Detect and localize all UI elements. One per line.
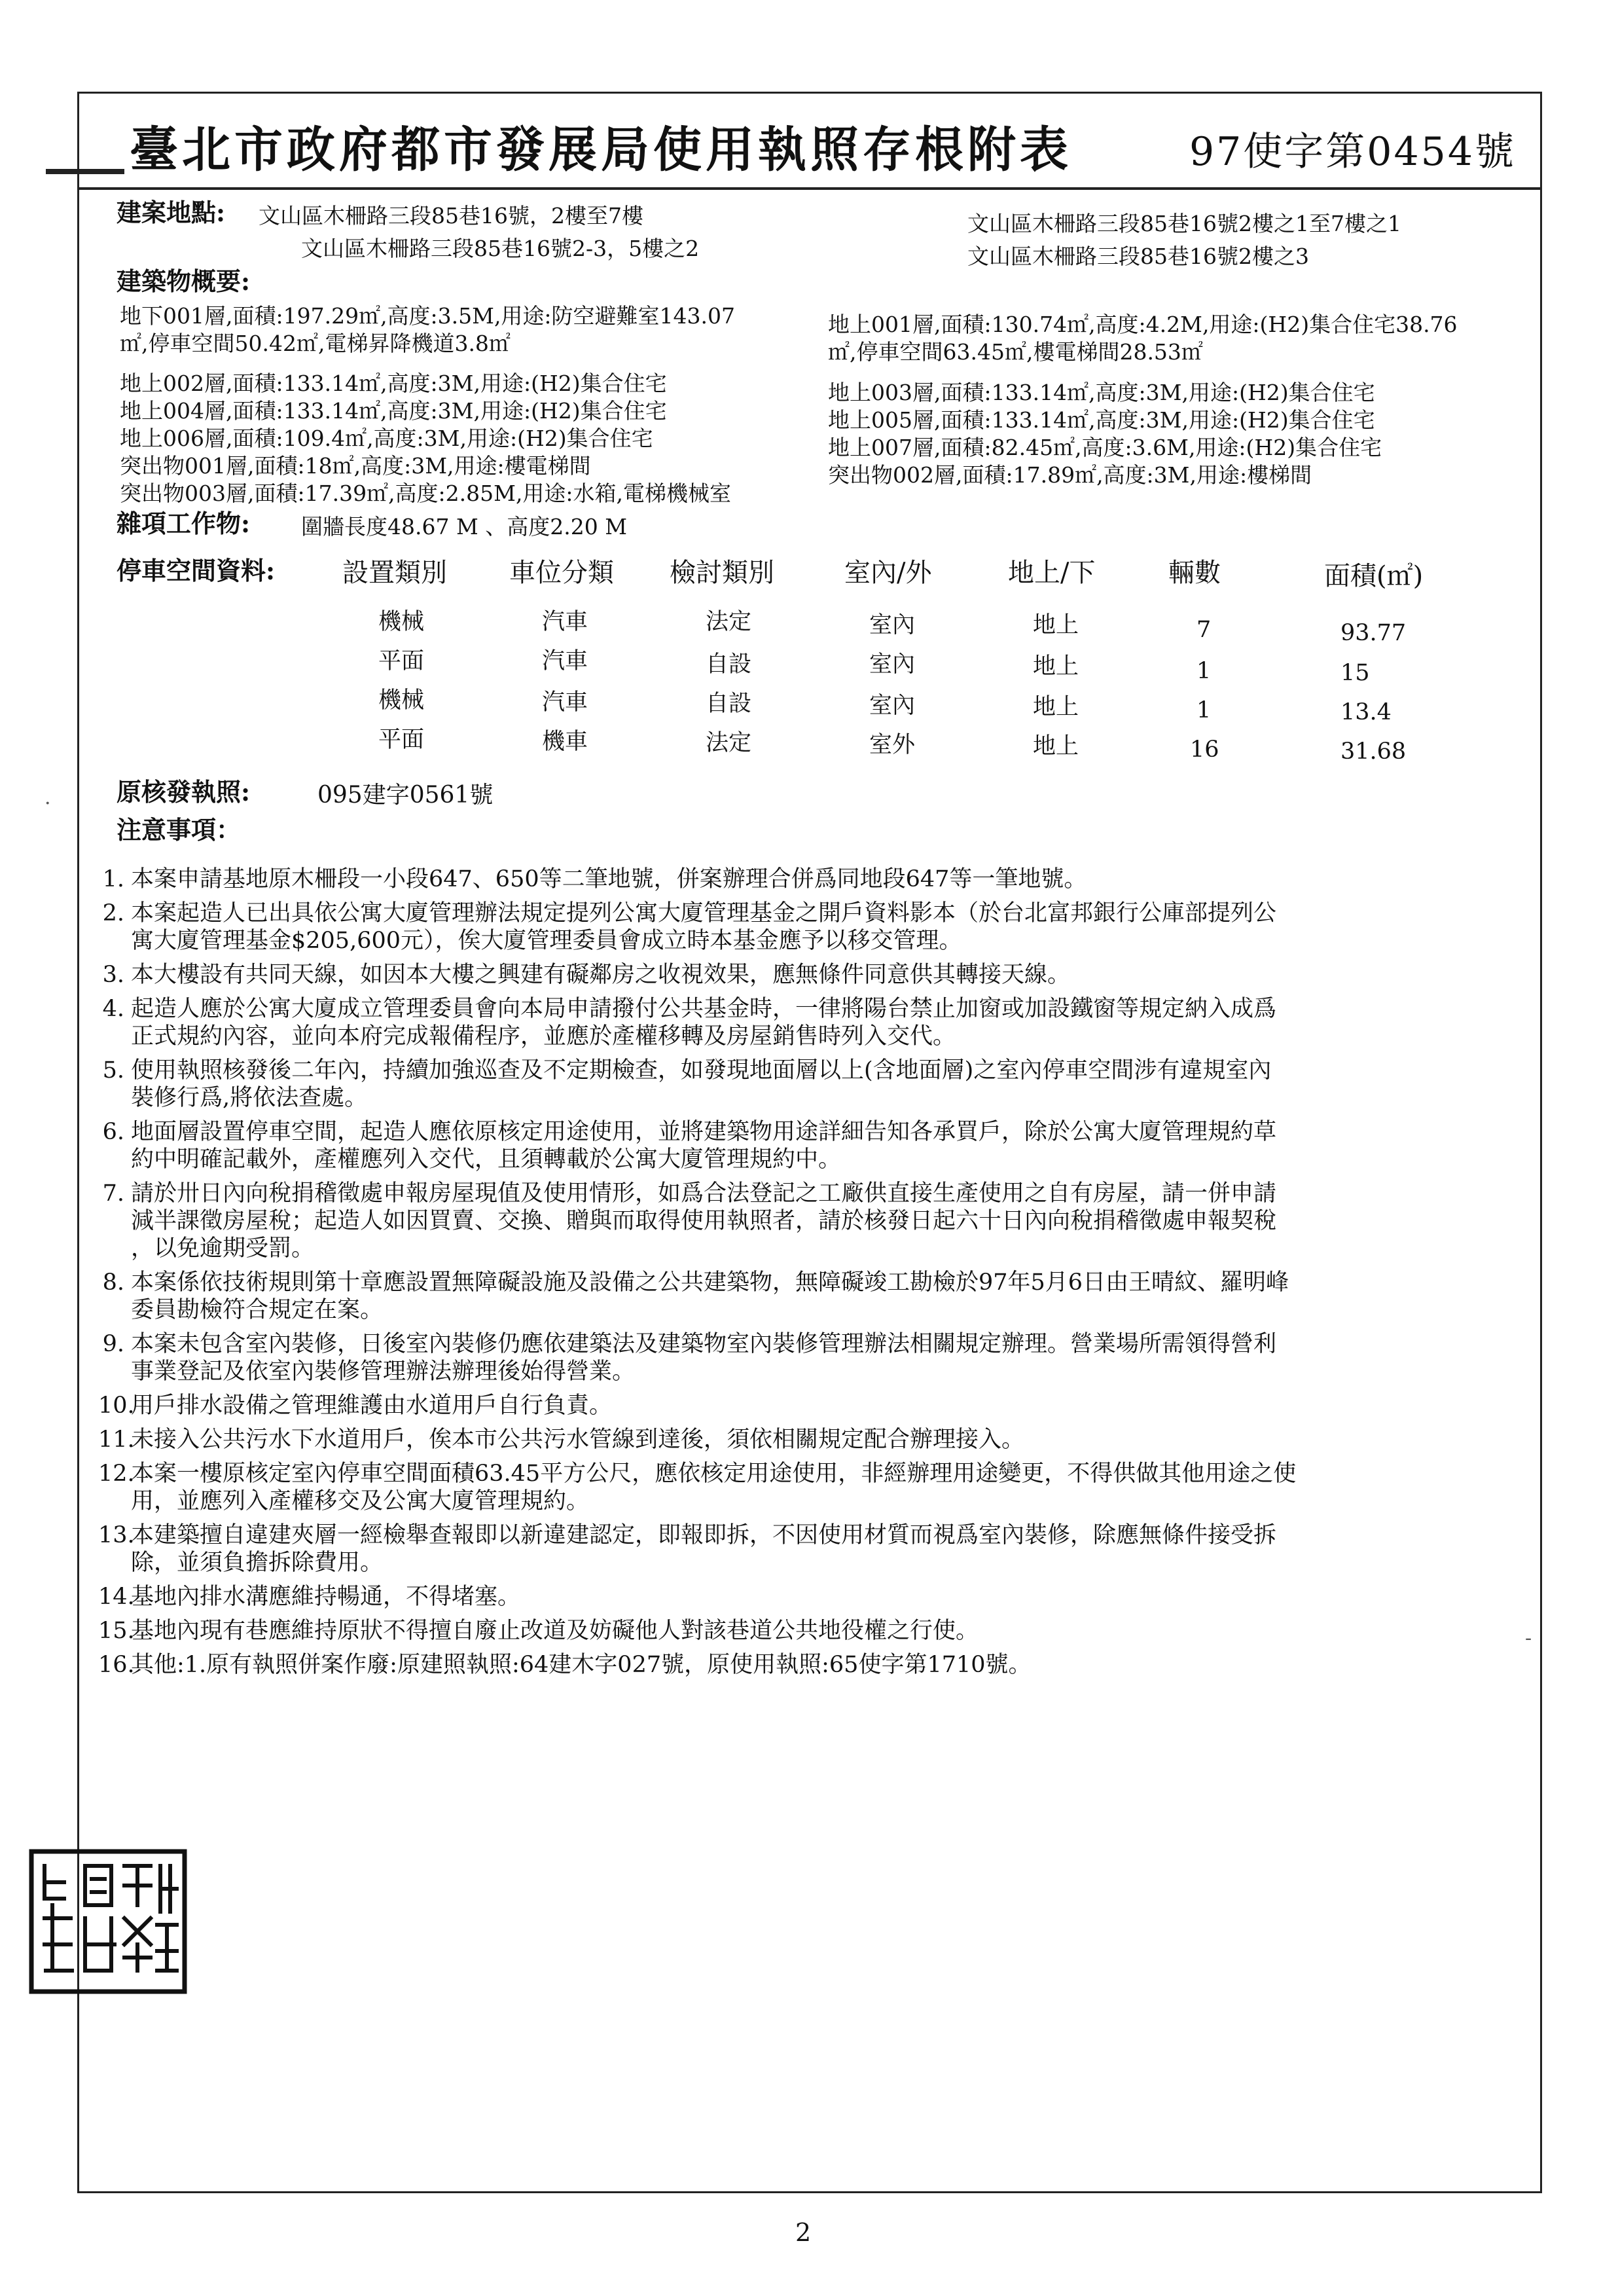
note-line: 基地內排水溝應維持暢通，不得堵塞。 — [131, 1584, 521, 1610]
note-line: 委員勘檢符合規定在案。 — [131, 1297, 384, 1323]
note-line: 本案一樓原核定室內停車空間面積63.45平方公尺，應依核定用途使用，非經辦理用途變更，不得供做其他用途之使 — [131, 1461, 1297, 1487]
note-line: 用，並應列入產權移交及公寓大廈管理規約。 — [131, 1488, 590, 1514]
parking-cell: 平面 — [378, 727, 425, 753]
parking-cell: 自設 — [706, 691, 752, 717]
note-line: 用戶排水設備之管理維護由水道用戶自行負責。 — [131, 1393, 613, 1419]
parking-header: 檢討類別 — [670, 558, 774, 588]
parking-cell: 13.4 — [1340, 699, 1392, 725]
parking-cell: 機械 — [378, 687, 425, 714]
parking-cell: 31.68 — [1340, 738, 1407, 765]
address-left-1: 文山區木柵路三段85巷16號，2樓至7樓 — [259, 203, 643, 228]
parking-cell: 地上 — [1033, 733, 1079, 759]
parking-cell: 自設 — [706, 651, 752, 678]
note-line: ，以免逾期受罰。 — [131, 1235, 315, 1262]
note-item — [98, 1651, 1538, 1679]
note-item — [98, 1392, 1538, 1419]
note-line: 裝修行爲,將依法查處。 — [131, 1085, 368, 1111]
parking-cell: 地上 — [1033, 694, 1079, 720]
title-bar — [77, 92, 1542, 190]
parking-label: 停車空間資料: — [117, 556, 276, 585]
overview-right-line: ㎡,停車空間63.45㎡,樓電梯間28.53㎡ — [828, 339, 1203, 365]
overview-left-line: 突出物001層,面積:18㎡,高度:3M,用途:樓電梯間 — [120, 453, 591, 479]
note-item — [98, 1583, 1538, 1611]
note-item — [102, 900, 1538, 955]
note-number: 7. — [102, 1180, 124, 1207]
note-number: 12. — [98, 1461, 135, 1487]
note-line: 寓大廈管理基金$205,600元），俟大廈管理委員會成立時本基金應予以移交管理。 — [131, 928, 962, 954]
note-number: 3. — [102, 962, 124, 988]
note-line: 本案申請基地原木柵段一小段647、650等二筆地號，併案辦理合併爲同地段647等一筆地號。 — [131, 866, 1087, 892]
note-line: 本案係依技術規則第十章應設置無障礙設施及設備之公共建築物，無障礙竣工勘檢於97年5月6日由王晴紋、羅明峰 — [131, 1269, 1289, 1296]
note-item — [102, 961, 1538, 989]
parking-header: 地上/下 — [1008, 558, 1096, 588]
note-line: 本建築擅自違建夾層一經檢舉查報即以新違建認定，即報即拆，不因使用材質而視爲室內裝修，除應無條件接受拆 — [131, 1522, 1277, 1548]
scan-artifact: · — [45, 792, 51, 815]
official-seal — [26, 1846, 190, 1997]
note-number: 10. — [98, 1393, 135, 1419]
overview-left-line: 地下001層,面積:197.29㎡,高度:3.5M,用途:防空避難室143.07 — [120, 303, 736, 329]
note-item — [98, 1426, 1538, 1453]
parking-cell: 法定 — [706, 609, 752, 635]
parking-header: 室內/外 — [844, 558, 932, 588]
address-label: 建案地點: — [117, 198, 226, 227]
note-number: 8. — [102, 1269, 124, 1296]
parking-cell: 汽車 — [542, 609, 588, 635]
overview-left-line: 地上002層,面積:133.14㎡,高度:3M,用途:(H2)集合住宅 — [120, 371, 667, 396]
page-number: 2 — [795, 2218, 812, 2247]
note-item — [98, 1522, 1538, 1576]
note-number: 13. — [98, 1522, 135, 1548]
note-number: 2. — [102, 900, 124, 926]
note-item — [102, 1118, 1538, 1173]
parking-header: 輛數 — [1168, 558, 1221, 588]
overview-left-line: 突出物003層,面積:17.39㎡,高度:2.85M,用途:水箱,電梯機械室 — [120, 481, 732, 506]
permit-number: 97使字第0454號 — [1189, 129, 1516, 175]
note-line: 事業登記及依室內裝修管理辦法辦理後始得營業。 — [131, 1358, 636, 1385]
address-right-2: 文山區木柵路三段85巷16號2樓之3 — [967, 244, 1309, 269]
overview-right-line: 突出物002層,面積:17.89㎡,高度:3M,用途:樓梯間 — [828, 462, 1312, 488]
note-number: 16. — [98, 1652, 135, 1678]
overview-right-line: 地上005層,面積:133.14㎡,高度:3M,用途:(H2)集合住宅 — [828, 407, 1375, 433]
note-item — [98, 1617, 1538, 1645]
note-item — [102, 995, 1538, 1050]
note-line: 約中明確記載外，產權應列入交代，且須轉載於公寓大廈管理規約中。 — [131, 1146, 842, 1173]
note-number: 6. — [102, 1119, 124, 1145]
scan-artifact: - — [1525, 1627, 1532, 1650]
note-line: 本大樓設有共同天線，如因本大樓之興建有礙鄰房之收視效果，應無條件同意供其轉接天線。 — [131, 962, 1071, 988]
note-number: 11. — [98, 1427, 135, 1453]
note-line: 減半課徵房屋稅；起造人如因買賣、交換、贈與而取得使用執照者，請於核發日起六十日內向稅捐稽徵處申報契稅 — [131, 1208, 1277, 1234]
note-line: 基地內現有巷應維持原狀不得擅自廢止改道及妨礙他人對該巷道公共地役權之行使。 — [131, 1618, 979, 1644]
parking-header: 面積(㎡) — [1324, 561, 1424, 591]
overview-right-line: 地上007層,面積:82.45㎡,高度:3.6M,用途:(H2)集合住宅 — [828, 435, 1382, 460]
note-item — [102, 866, 1538, 893]
parking-cell: 7 — [1196, 617, 1212, 643]
overview-label: 建築物概要: — [117, 266, 251, 296]
note-number: 1. — [102, 866, 124, 892]
document-title: 臺北市政府都市發展局使用執照存根附表 — [130, 122, 1072, 178]
note-line: 使用執照核發後二年內，持續加強巡查及不定期檢查，如發現地面層以上(含地面層)之室內停車空間涉有違規室內 — [131, 1057, 1272, 1084]
parking-cell: 1 — [1196, 697, 1212, 723]
note-line: 本案起造人已出具依公寓大廈管理辦法規定提列公寓大廈管理基金之開戶資料影本（於台北富邦銀行公庫部提列公 — [131, 900, 1277, 926]
note-line: 地面層設置停車空間，起造人應依原核定用途使用，並將建築物用途詳細告知各承買戶，除於公寓大廈管理規約草 — [131, 1119, 1277, 1145]
parking-cell: 15 — [1340, 660, 1370, 686]
parking-cell: 93.77 — [1340, 620, 1407, 646]
note-number: 5. — [102, 1057, 124, 1084]
overview-left-line: 地上004層,面積:133.14㎡,高度:3M,用途:(H2)集合住宅 — [120, 398, 667, 424]
note-item — [102, 1180, 1538, 1262]
parking-cell: 室內 — [869, 612, 916, 638]
note-line: 除，並須負擔拆除費用。 — [131, 1550, 384, 1576]
note-number: 9. — [102, 1331, 124, 1357]
parking-cell: 16 — [1190, 737, 1219, 763]
parking-cell: 1 — [1196, 658, 1212, 684]
note-number: 4. — [102, 996, 124, 1022]
overview-right-line: 地上003層,面積:133.14㎡,高度:3M,用途:(H2)集合住宅 — [828, 380, 1375, 405]
note-item — [102, 1269, 1538, 1324]
note-item — [102, 1330, 1538, 1385]
parking-cell: 室內 — [869, 693, 916, 719]
parking-header: 設置類別 — [342, 558, 447, 588]
parking-cell: 法定 — [706, 730, 752, 756]
parking-cell: 地上 — [1033, 653, 1079, 680]
note-line: 起造人應於公寓大廈成立管理委員會向本局申請撥付公共基金時，一律將陽台禁止加窗或加設鐵窗等規定納入成爲 — [131, 996, 1277, 1022]
misc-label: 雜項工作物: — [117, 509, 251, 538]
overview-left-line: ㎡,停車空間50.42㎡,電梯昇降機道3.8㎡ — [120, 331, 511, 356]
parking-cell: 汽車 — [542, 689, 588, 716]
original-permit-label: 原核發執照: — [117, 777, 251, 807]
note-item — [102, 1057, 1538, 1112]
parking-cell: 機車 — [542, 729, 588, 755]
parking-cell: 地上 — [1033, 612, 1079, 638]
parking-cell: 室外 — [869, 732, 916, 758]
note-line: 正式規約內容，並向本府完成報備程序，並應於產權移轉及房屋銷售時列入交代。 — [131, 1023, 956, 1049]
address-right-1: 文山區木柵路三段85巷16號2樓之1至7樓之1 — [967, 211, 1401, 236]
note-line: 本案未包含室內裝修，日後室內裝修仍應依建築法及建築物室內裝修管理辦法相關規定辦理。營業場所需領得營利 — [131, 1331, 1277, 1357]
note-line: 請於卅日內向稅捐稽徵處申報房屋現值及使用情形，如爲合法登記之工廠供直接生產使用之自有房屋，請一併申請 — [131, 1180, 1277, 1207]
parking-cell: 汽車 — [542, 648, 588, 674]
overview-left-line: 地上006層,面積:109.4㎡,高度:3M,用途:(H2)集合住宅 — [120, 426, 653, 451]
parking-cell: 室內 — [869, 651, 916, 678]
note-line: 其他:1.原有執照併案作廢:原建照執照:64建木字027號，原使用執照:65使字第1710號。 — [131, 1652, 1032, 1678]
overview-right-line: 地上001層,面積:130.74㎡,高度:4.2M,用途:(H2)集合住宅38.76 — [828, 312, 1458, 337]
original-permit-value: 095建字0561號 — [317, 782, 494, 809]
parking-cell: 機械 — [378, 609, 425, 635]
scan-artifact — [46, 169, 124, 174]
parking-header: 車位分類 — [509, 558, 614, 588]
misc-value: 圍牆長度48.67 M 、高度2.20 M — [301, 514, 627, 539]
note-line: 未接入公共污水下水道用戶，俟本市公共污水管線到達後，須依相關規定配合辦理接入。 — [131, 1427, 1025, 1453]
address-left-2: 文山區木柵路三段85巷16號2-3，5樓之2 — [301, 236, 700, 261]
note-item — [98, 1460, 1538, 1515]
note-number: 15. — [98, 1618, 135, 1644]
parking-cell: 平面 — [378, 648, 425, 674]
note-number: 14. — [98, 1584, 135, 1610]
notes-label: 注意事項： — [117, 815, 242, 845]
